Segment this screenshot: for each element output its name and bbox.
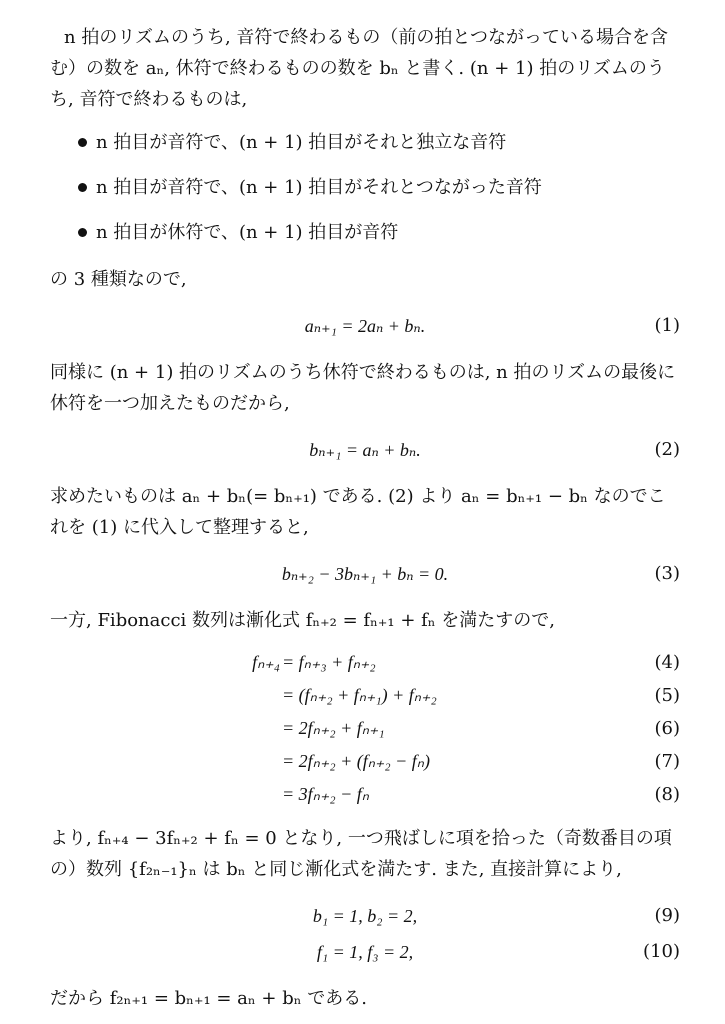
bullet-list [50,129,680,246]
aligned-row: fₙ₊₄ = fₙ₊₃ + fₙ₊₂ (4) [50,646,680,679]
equation-number: (6) [654,718,680,739]
aligned-row: = 2fₙ₊₂ + (fₙ₊₂ − fₙ) (7) [50,745,680,778]
equation-number: (4) [654,652,680,673]
paragraph-fibonacci: 一方, Fibonacci 数列は漸化式 fₙ₊₂ = fₙ₊₁ + fₙ を満たすので, [50,610,556,631]
equation-number: (2) [654,439,680,460]
aligned-equations [50,646,680,811]
bullet-icon [78,228,87,237]
paragraph-definitions: n 拍のリズムのうち, 音符で終わるもの（前の拍とつながっている場合を含む）の数を aₙ, 休符で終わるものの数を bₙ と書く. (n + 1) 拍のリズムのうち, 音符で終わるものは, [50,27,669,110]
aligned-row: = 3fₙ₊₂ − fₙ (8) [50,778,680,811]
bullet-icon [78,138,87,147]
equation-number: (10) [643,941,680,962]
equation-number: (3) [654,563,680,584]
paragraph-three-kinds: の 3 種類なので, [50,269,187,290]
paragraph-conclusion: だから f₂ₙ₊₁ = bₙ₊₁ = aₙ + bₙ である. [50,988,367,1009]
paragraph-rest-case: 同様に (n + 1) 拍のリズムのうち休符で終わるものは, n 拍のリズムの最後に休符を一つ加えたものだから, [50,362,676,414]
equation-2: bₙ₊₁ = aₙ + bₙ. (2) [50,433,680,467]
aligned-row: = 2fₙ₊₂ + fₙ₊₁ (6) [50,712,680,745]
paragraph-substitution: 求めたいものは aₙ + bₙ(= bₙ₊₁) である. (2) より aₙ = bₙ₊₁ − bₙ なのでこれを (1) に代入して整理すると, [50,486,666,538]
equation-9: b₁ = 1, b₂ = 2, (9) [50,899,680,933]
equation-number: (7) [654,751,680,772]
aligned-row: = (fₙ₊₂ + fₙ₊₁) + fₙ₊₂ (5) [50,679,680,712]
equation-3: bₙ₊₂ − 3bₙ₊₁ + bₙ = 0. (3) [50,557,680,591]
paragraph-odd-terms: より, fₙ₊₄ − 3fₙ₊₂ + fₙ = 0 となり, 一つ飛ばしに項を拾った（奇数番目の項の）数列 {f₂ₙ₋₁}ₙ は bₙ と同じ漸化式を満たす. また, 直接計算により, [50,828,672,880]
equation-number: (8) [654,784,680,805]
bullet-item: n 拍目が音符で、(n + 1) 拍目がそれとつながった音符 [50,174,680,201]
equation-number: (5) [654,685,680,706]
bullet-item: n 拍目が音符で、(n + 1) 拍目がそれと独立な音符 [50,129,680,156]
equation-1: aₙ₊₁ = 2aₙ + bₙ. (1) [50,309,680,343]
equation-number: (1) [654,315,680,336]
bullet-item: n 拍目が休符で、(n + 1) 拍目が音符 [50,219,680,246]
bullet-icon [78,183,87,192]
document-page [50,22,680,1014]
equation-10: f₁ = 1, f₃ = 2, (10) [50,935,680,969]
equation-number: (9) [654,905,680,926]
